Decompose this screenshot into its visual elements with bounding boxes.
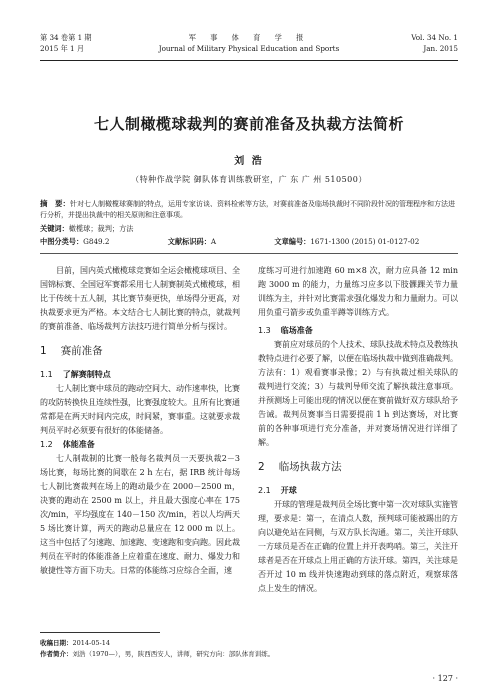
section-heading-1: 1 赛前准备 [40, 345, 103, 357]
header-rule [40, 60, 458, 61]
volume-cn: 第 34 卷第 1 期 [40, 33, 92, 42]
paragraph-1-2: 七人制裁制的比赛一般每名裁判员一天要执裁2－3 场比赛，每场比赛的间歇在 2 h 左右，据 IRB 统计每场七人制比赛裁判在场上的跑动最少在 2000－2500 m，决赛的跑动在 2500 m 以上，并且最大强度心率在 175 次/min，平均强度在 140－150 次/min，若以人均两天 5 场比赛计算，两天的跑动总量应在 12 000 m 以上。这当中包括了匀速跑、加速跑、变速跑和变向跑。因此裁判员在平时的体能准备上应着重在速度、耐力、爆发力和敏捷性等方面下功夫。日常的体能练习应综合全面，速 [40, 454, 240, 575]
running-header [40, 32, 458, 60]
journal-name-en: Journal of Military Physical Education and Sports [158, 44, 340, 53]
journal-name-cn: 军 事 体 育 学 报 [188, 33, 310, 42]
article-number: 文章编号：1671-1300 (2015) 01-0127-02 [274, 237, 420, 246]
paragraph-1-2-cont: 度练习可进行加速跑 60 m×8 次，耐力应具备 12 min 跑 3000 m 的能力，力量练习应多以下肢髁踝关节力量训练为主，并针对比赛需求强化爆发力和力量耐力。可以用负重弓箭步或负重半蹲等训练方式。 [258, 266, 458, 317]
abstract-label: 摘 要： [40, 199, 70, 208]
keywords-label: 关键词： [40, 224, 69, 233]
abstract-text: 针对七人制橄榄球赛制的特点，运用专家访谈、资料检索等方法，对赛前准备及临场执裁时不同阶段针况的管理程序和方法进行分析，并提出执裁中的相关原则和注意事项。 [40, 200, 455, 219]
left-column [40, 264, 240, 578]
keywords-text: 橄榄球；裁判；方法 [68, 224, 134, 233]
intro-paragraph: 目前，国内英式橄榄球竞赛如全运会橄榄球项目、全国锦标赛、全国冠军赛都采用七人制赛制英式橄榄球，相比于传统十五人制，其比赛节奏更快，单场得分更高，对执裁要求更为严格。本文结合七人制比赛的特点，就裁判的赛前准备、临场裁判方法技巧进行简单分析与探讨。 [40, 266, 240, 331]
subsection-heading-2-1: 2.1 开球 [258, 486, 297, 495]
keywords [40, 223, 458, 234]
subsection-heading-1-3: 1.3 临场准备 [258, 326, 313, 335]
document-code: 文献标识码：A [167, 237, 217, 246]
affiliation: （特种作战学院 御队体育训练教研室，广 东 广 州 510500） [131, 175, 367, 184]
date-en: Jan. 2015 [423, 44, 458, 53]
paragraph-1-1: 七人制比赛中球员的跑动空间大、动作速率快，比赛的攻防转换快且连续性强，比赛强度较大。且所有比赛通常都是在两天时间内完成，时间紧，赛事重。这就要求裁判员平时必须要有很好的体能储备。 [40, 384, 240, 435]
page-number: · 127 · [432, 674, 458, 683]
author-bio: 作者简介：刘浩（1970—），男，陕西西安人，讲师，研究方向：部队体育训练。 [40, 650, 275, 658]
abstract-rule [40, 253, 458, 254]
subsection-heading-1-2: 1.2 体能准备 [40, 440, 95, 449]
header-center [40, 32, 458, 54]
article-meta [40, 236, 458, 247]
date-cn: 2015 年 1 月 [40, 44, 85, 53]
paragraph-1-3: 赛前应对球员的个人技术、球队技战术特点及教练执教特点进行必要了解，以便在临场执裁中做到准确裁判。方法有：1）观看赛事录像；2）与有执裁过相关球队的裁判进行交流；3）与裁判导师交流了解执裁注意事项。并预测场上可能出现的情况以便在赛前做好双方球队给予告诫。裁判员赛事当日需要提前 1 h 到达赛场，对比赛前的各种事项进行充分准备，并对赛场情况进行详细了解。 [258, 340, 458, 447]
section-heading-2: 2 临场执裁方法 [258, 461, 342, 473]
author: 刘 浩 [234, 156, 264, 167]
paragraph-2-1: 开球的管理是裁判员全场比赛中第一次对球队实施管理，要求是：第一，在清点人数，预判球可能被踢出的方向以避免站在同侧，与双方队长沟通。第二，关注开球队一方球员是否在正确的位置上并开表鸣哨。第三，关注开球者是否在开球点上用正确的方法开球。第四，关注球是否开过 10 m 线并快速跑动到球的落点附近，观察球落点上发生的情况。 [258, 500, 458, 593]
right-column [258, 264, 458, 596]
received-date: 收稿日期：2014-05-14 [40, 639, 110, 647]
paper-title: 七人制橄榄球裁判的赛前准备及执裁方法简析 [93, 115, 404, 133]
header-right [411, 32, 458, 54]
subsection-heading-1-1: 1.1 了解赛制特点 [40, 370, 111, 379]
volume-en: Vol. 34 No. 1 [411, 33, 458, 42]
abstract [40, 199, 458, 220]
clc-number: 中图分类号：G849.2 [40, 237, 110, 246]
footnote-rule [40, 632, 160, 633]
